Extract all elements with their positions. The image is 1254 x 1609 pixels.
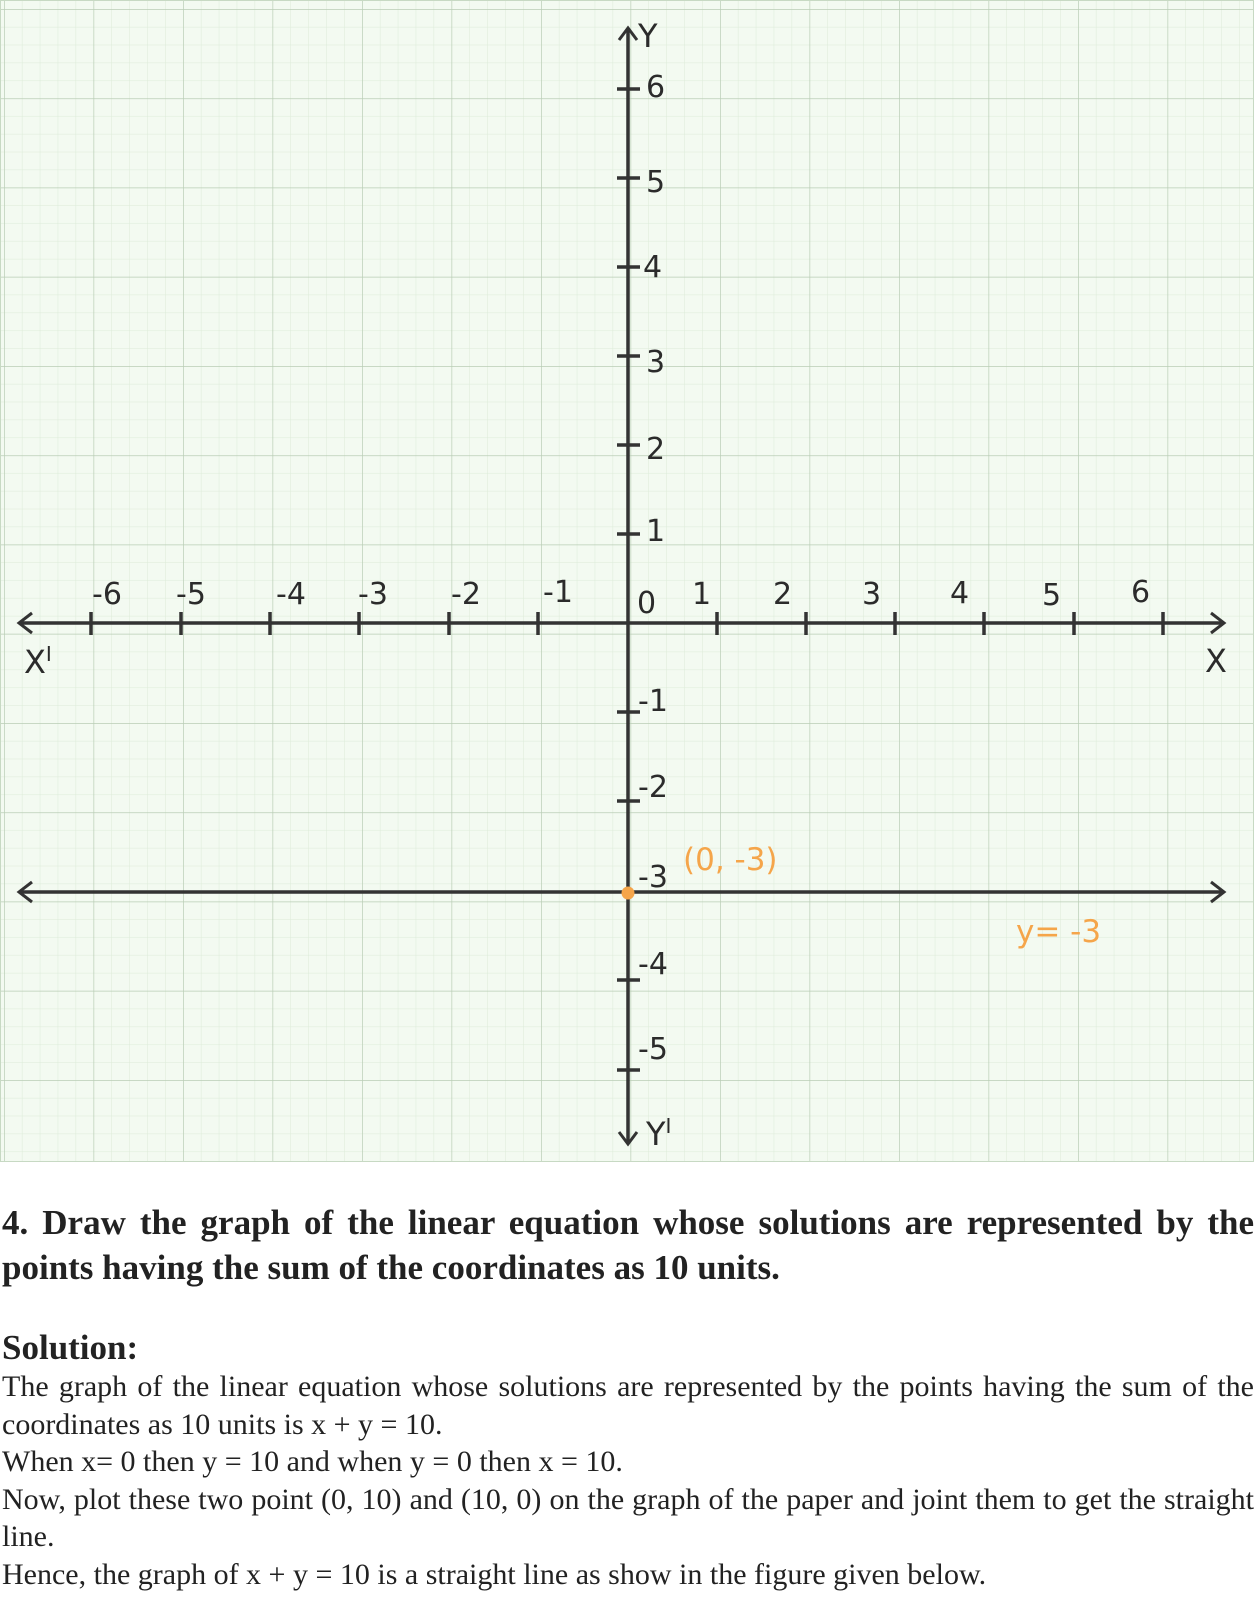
solution-paragraph: When x= 0 then y = 10 and when y = 0 then x = 10. <box>2 1445 623 1478</box>
svg-text:-4: -4 <box>276 577 306 612</box>
point-label: (0, -3) <box>683 842 778 878</box>
svg-text:-5: -5 <box>638 1032 668 1067</box>
solution-paragraph: Now, plot these two point (0, 10) and (10, 0) on the graph of the paper and joint them to get the straight line. <box>2 1482 1254 1553</box>
svg-text:1: 1 <box>646 514 666 549</box>
x-axis-label: X <box>1205 642 1227 680</box>
svg-text:4: 4 <box>643 250 663 285</box>
svg-text:-4: -4 <box>638 947 668 982</box>
svg-text:1: 1 <box>692 577 712 612</box>
origin-label: 0 <box>637 586 657 621</box>
y-axis-label: Y <box>638 17 658 55</box>
svg-text:-3: -3 <box>638 860 668 895</box>
svg-text:3: 3 <box>862 577 882 612</box>
line-equation-label: y= -3 <box>1016 914 1102 950</box>
question-text: 4. Draw the graph of the linear equation whose solutions are represented by the points having the sum of the coordinates as 10 units. <box>2 1203 1254 1287</box>
svg-text:4: 4 <box>950 576 970 611</box>
solution-heading: Solution: <box>2 1328 139 1367</box>
svg-text:-2: -2 <box>638 770 668 805</box>
point-0-minus-3 <box>622 887 635 900</box>
svg-text:5: 5 <box>646 165 666 200</box>
svg-text:-6: -6 <box>92 577 122 612</box>
text-content <box>2 1200 1254 1593</box>
y-axis-negative-label: $Y^I$ <box>646 1114 672 1153</box>
svg-text:-2: -2 <box>451 577 481 612</box>
solution-paragraph: Hence, the graph of x + y = 10 is a straight line as show in the figure given below. <box>2 1557 987 1591</box>
solution-paragraph: The graph of the linear equation whose solutions are represented by the points having the sum of the coordinates as 10 units is x + y = 10. <box>2 1370 1254 1441</box>
svg-text:5: 5 <box>1042 578 1062 613</box>
svg-text:-1: -1 <box>638 684 668 719</box>
svg-text:3: 3 <box>646 345 666 380</box>
svg-text:-5: -5 <box>176 577 206 612</box>
x-axis-negative-label: $X^I$ <box>24 642 52 681</box>
svg-text:2: 2 <box>646 432 666 467</box>
svg-text:6: 6 <box>1131 575 1151 610</box>
svg-text:-1: -1 <box>543 575 573 610</box>
svg-text:2: 2 <box>773 577 793 612</box>
svg-text:6: 6 <box>646 70 666 105</box>
svg-text:-3: -3 <box>358 577 388 612</box>
